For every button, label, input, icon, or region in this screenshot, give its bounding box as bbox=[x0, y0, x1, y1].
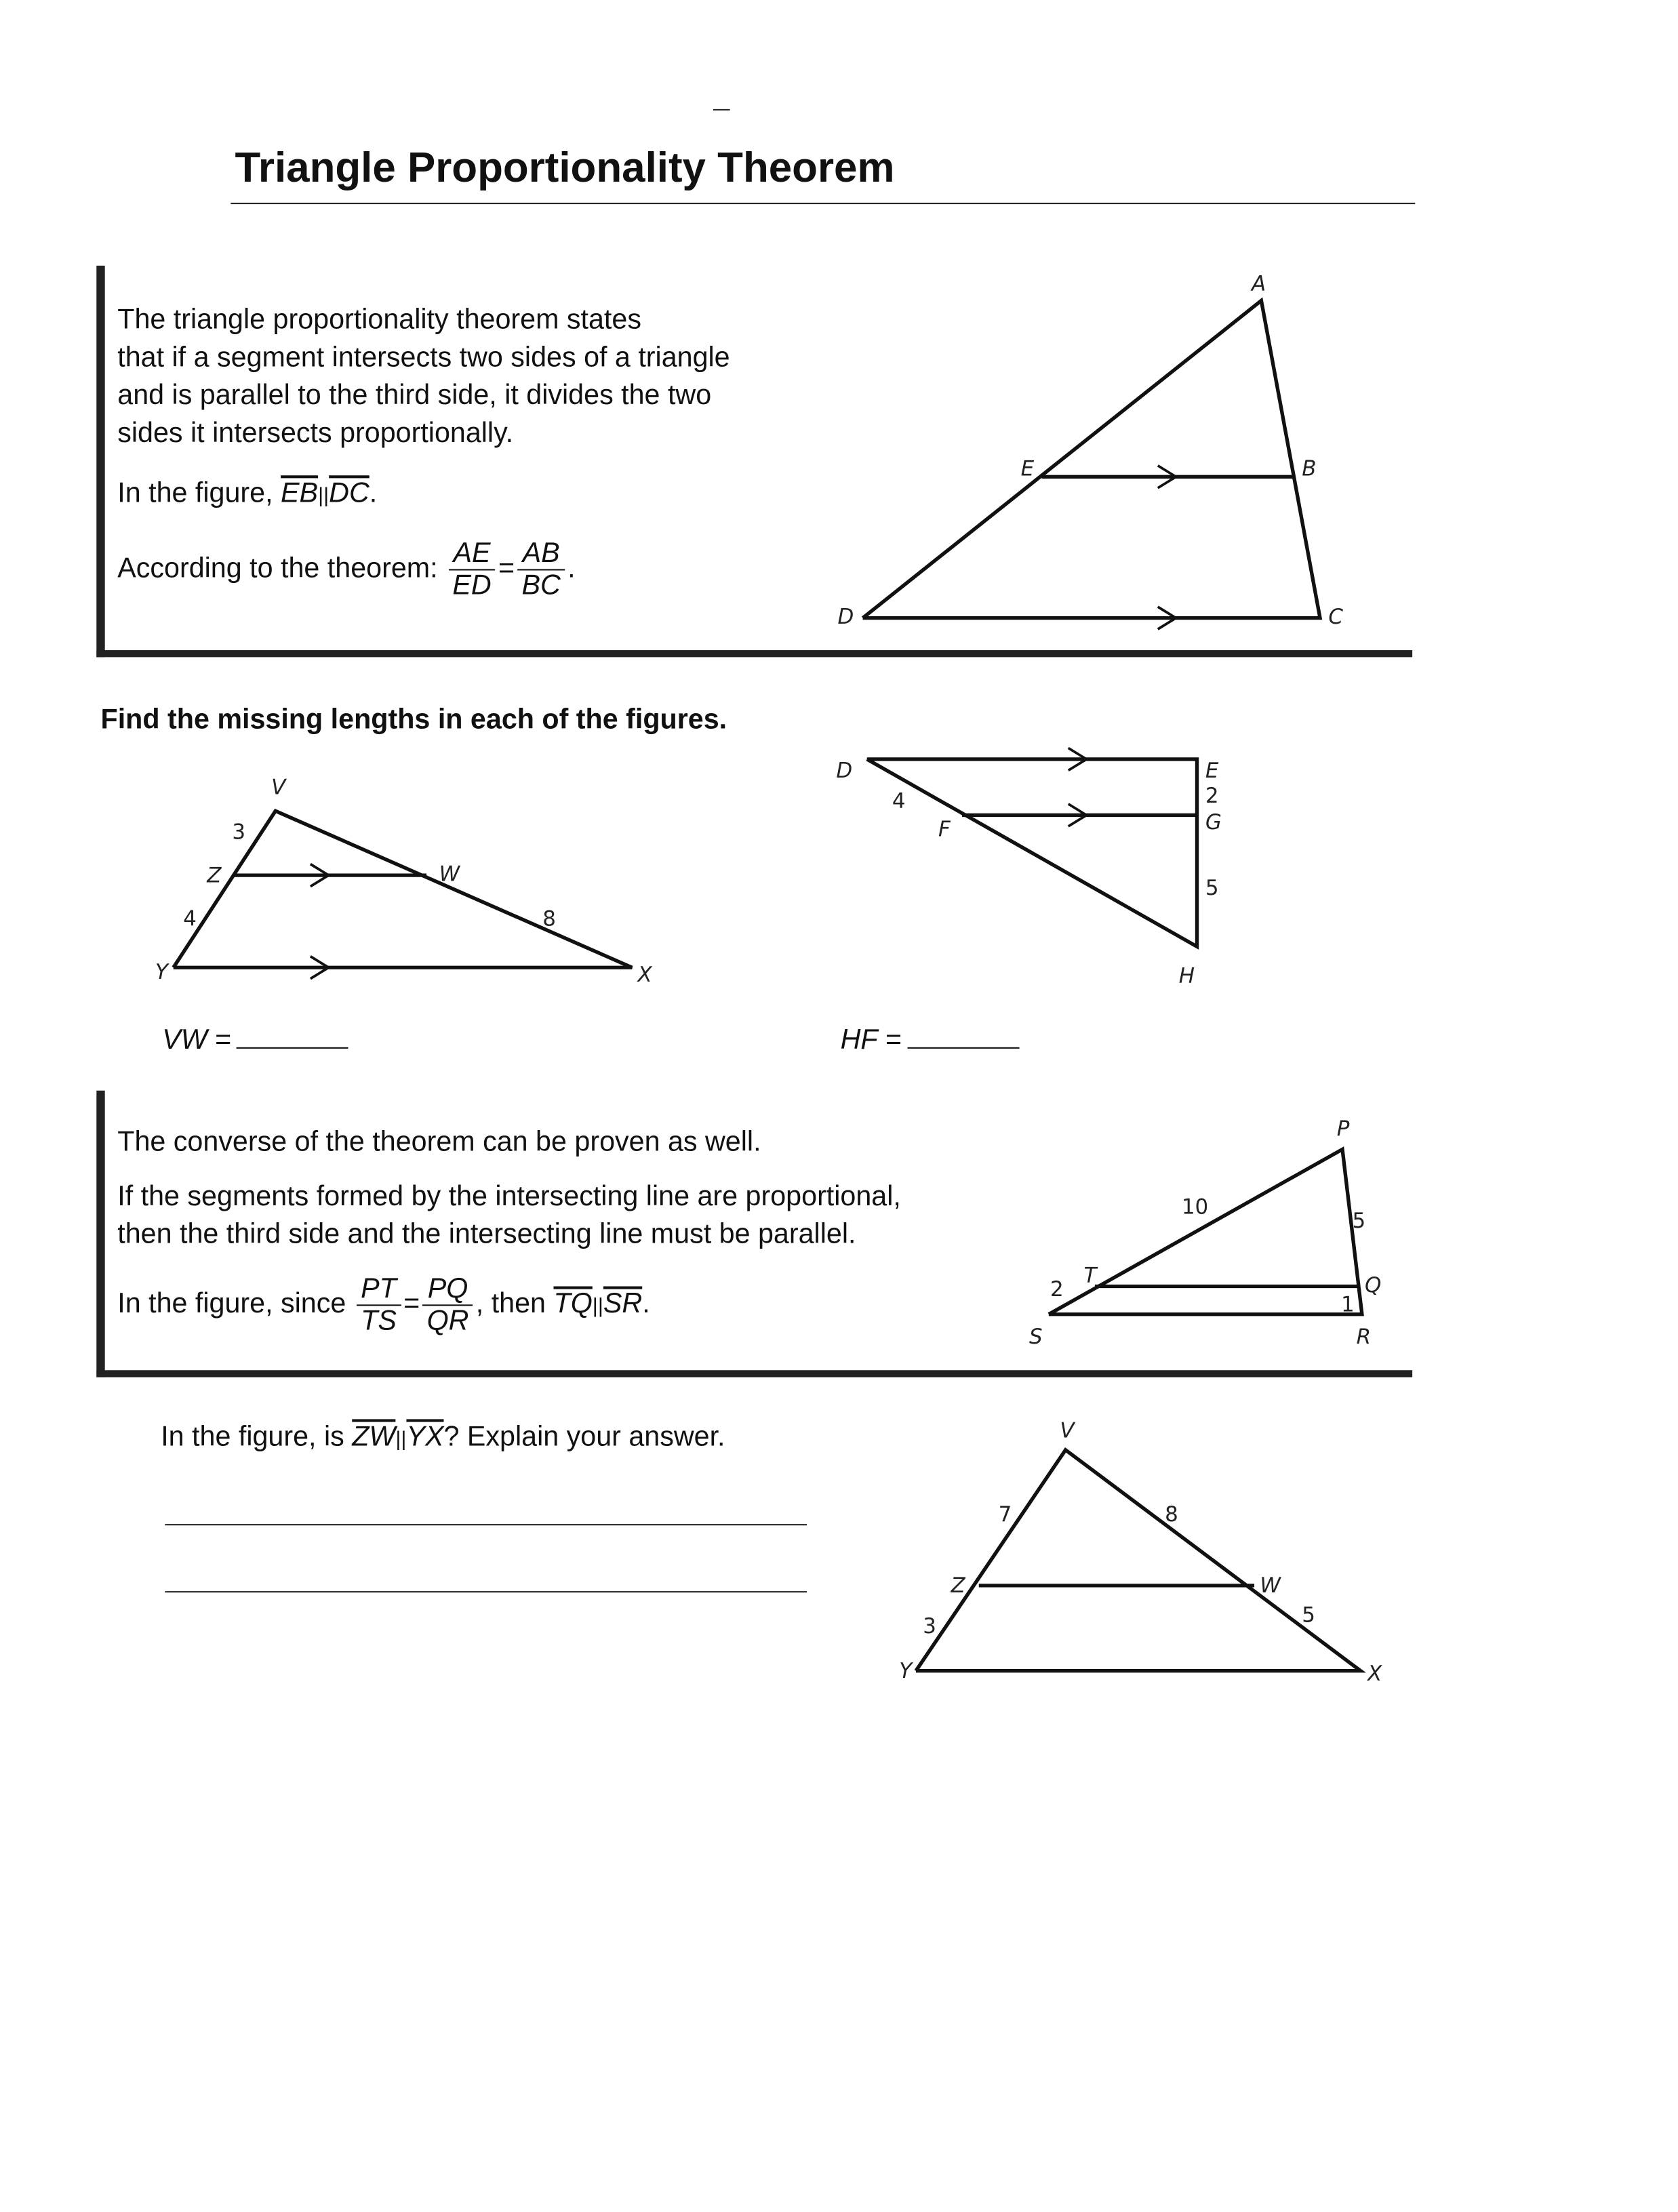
length-pq: 5 bbox=[1352, 1208, 1366, 1233]
period: . bbox=[369, 478, 378, 509]
answer-line-2[interactable] bbox=[165, 1591, 807, 1592]
label-e: E bbox=[1020, 456, 1035, 481]
converse-statement bbox=[117, 1179, 901, 1254]
label-y: Y bbox=[899, 1659, 913, 1683]
converse-line: then the third side and the intersecting line must be parallel. bbox=[117, 1219, 856, 1250]
equals: = bbox=[403, 1289, 420, 1320]
page-title: Triangle Proportionality Theorem bbox=[235, 145, 895, 192]
triangle-adc-figure bbox=[837, 272, 1343, 629]
label-z: Z bbox=[207, 863, 222, 888]
equals: = bbox=[215, 1024, 232, 1056]
converse-line: If the segments formed by the intersecting line are proportional, bbox=[117, 1181, 901, 1213]
text: In the figure, bbox=[117, 478, 273, 509]
label-c: C bbox=[1328, 604, 1343, 629]
label-h: H bbox=[1178, 963, 1195, 988]
triangle-deh bbox=[867, 759, 1197, 946]
segment-yx: $\overline{YX}$ bbox=[406, 1422, 444, 1453]
length-pt: 10 bbox=[1181, 1194, 1209, 1220]
text: In the figure, is bbox=[161, 1422, 344, 1453]
triangle-adc bbox=[863, 300, 1320, 618]
label-d: D bbox=[836, 758, 853, 783]
box2-bottom-bar bbox=[96, 1370, 1412, 1377]
comma: , bbox=[475, 1289, 484, 1320]
exercise-heading: Find the missing lengths in each of the figures. bbox=[100, 704, 727, 736]
length-gh: 5 bbox=[1205, 876, 1219, 900]
length-df: 4 bbox=[892, 789, 906, 814]
converse-proportion bbox=[117, 1274, 650, 1337]
triangle-vyx bbox=[916, 1450, 1361, 1671]
text: In the figure, since bbox=[117, 1289, 346, 1320]
segment-sr: $\overline{SR}$ bbox=[603, 1289, 643, 1320]
fraction-pq-qr bbox=[422, 1274, 473, 1337]
label-v: V bbox=[271, 775, 286, 800]
length-wx: 8 bbox=[542, 906, 556, 931]
length-vz: 3 bbox=[232, 820, 246, 845]
equals: = bbox=[498, 553, 515, 584]
denominator: QR bbox=[426, 1306, 469, 1337]
parallel-symbol: || bbox=[395, 1427, 407, 1451]
answer-blank-hf[interactable] bbox=[907, 1022, 1019, 1049]
denominator: TS bbox=[361, 1306, 397, 1337]
label-b: B bbox=[1302, 456, 1317, 481]
text: According to the theorem: bbox=[117, 553, 438, 584]
equals: = bbox=[885, 1024, 902, 1056]
label-w: W bbox=[439, 862, 460, 887]
length-zy: 3 bbox=[923, 1614, 936, 1638]
segment-zw: $\overline{ZW}$ bbox=[352, 1422, 396, 1453]
length-zy: 4 bbox=[183, 906, 197, 931]
label-r: R bbox=[1356, 1325, 1372, 1350]
denominator: BC bbox=[521, 570, 561, 601]
segment-tq: $\overline{TQ}$ bbox=[553, 1289, 593, 1320]
label-x: X bbox=[1367, 1662, 1382, 1687]
numerator: AE bbox=[448, 538, 496, 570]
label-g: G bbox=[1205, 810, 1222, 835]
label-x: X bbox=[637, 962, 652, 987]
label-a: A bbox=[1251, 272, 1266, 297]
parallel-symbol: || bbox=[318, 483, 329, 508]
length-vz: 7 bbox=[998, 1502, 1012, 1527]
numerator: AB bbox=[517, 538, 565, 570]
converse-intro: The converse of the theorem can be proven as well. bbox=[117, 1127, 761, 1158]
triangle-vyx-question-figure bbox=[899, 1418, 1382, 1686]
segment-dc: $\overline{DC}$ bbox=[329, 478, 369, 509]
answer-label: HF bbox=[840, 1024, 878, 1056]
answer-hf bbox=[841, 1022, 1020, 1060]
statement-line: The triangle proportionality theorem states bbox=[117, 304, 641, 336]
label-t: T bbox=[1083, 1263, 1097, 1288]
statement-line: that if a segment intersects two sides of a triangle bbox=[117, 342, 730, 374]
text: then bbox=[491, 1289, 546, 1320]
answer-blank-vw[interactable] bbox=[237, 1022, 349, 1049]
statement-line: and is parallel to the third side, it divides the two bbox=[117, 380, 712, 411]
question-text bbox=[161, 1419, 725, 1458]
length-eg: 2 bbox=[1205, 783, 1219, 808]
length-vw: 8 bbox=[1165, 1502, 1178, 1527]
text: ? Explain your answer. bbox=[443, 1422, 725, 1453]
label-y: Y bbox=[155, 959, 168, 984]
label-v: V bbox=[1060, 1418, 1075, 1443]
length-ts: 2 bbox=[1050, 1276, 1064, 1302]
label-z: Z bbox=[951, 1573, 965, 1598]
label-d: D bbox=[837, 604, 854, 629]
period: . bbox=[567, 553, 576, 584]
length-qr: 1 bbox=[1340, 1292, 1355, 1317]
label-p: P bbox=[1336, 1116, 1350, 1141]
label-f: F bbox=[938, 817, 951, 842]
triangle-vyx-figure bbox=[155, 776, 653, 987]
triangle-psr bbox=[1049, 1149, 1362, 1314]
answer-line-1[interactable] bbox=[165, 1524, 807, 1525]
parallel-symbol: || bbox=[592, 1294, 603, 1319]
box2-left-bar bbox=[96, 1091, 104, 1378]
segment-eb: $\overline{EB}$ bbox=[281, 478, 319, 509]
fraction-pt-ts bbox=[357, 1274, 401, 1337]
statement-line: sides it intersects proportionally. bbox=[117, 418, 514, 449]
numerator: PQ bbox=[422, 1274, 473, 1306]
period: . bbox=[642, 1289, 650, 1320]
numerator: PT bbox=[357, 1274, 401, 1306]
length-wx: 5 bbox=[1302, 1603, 1315, 1628]
answer-label: VW bbox=[162, 1024, 207, 1056]
denominator: ED bbox=[452, 570, 492, 601]
answer-vw bbox=[162, 1022, 348, 1060]
label-s: S bbox=[1029, 1325, 1043, 1350]
triangle-psr-figure bbox=[1029, 1117, 1381, 1349]
label-e: E bbox=[1205, 758, 1219, 783]
triangle-deh-figure bbox=[836, 748, 1221, 988]
label-w: W bbox=[1260, 1573, 1281, 1598]
label-q: Q bbox=[1365, 1272, 1382, 1298]
